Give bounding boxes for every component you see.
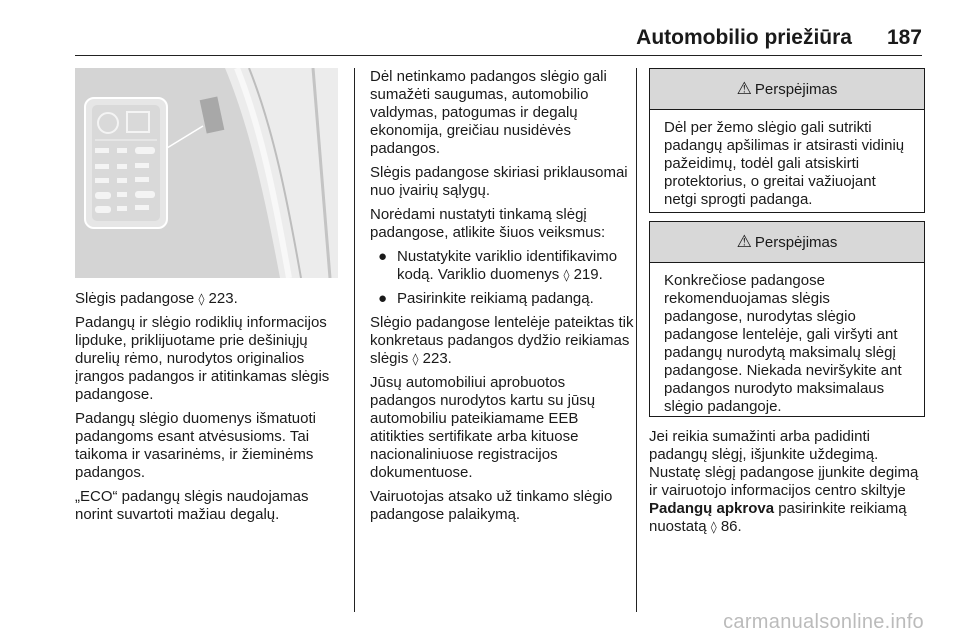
page-ref-link[interactable]: 223. bbox=[208, 290, 238, 307]
column-1 bbox=[75, 290, 345, 530]
paragraph: Jūsų automobiliui aprobuotos padangos nurodytos kartu su jūsų automobiliu pateikiamame EEB atitikties sertifikate arba kituose nacionaliniuose registracijos dokumentuose. bbox=[370, 374, 596, 481]
paragraph: Slėgis padangose ◊ 223. bbox=[75, 290, 238, 307]
warning-body: Dėl per žemo slėgio gali sutrikti padangų apšilimas ir atsirasti vidinių pažeidimų, todėl gali atsiskirti protektorius, o greitai važiuojant netgi sprogti padanga. bbox=[664, 119, 905, 208]
paragraph: Slėgis padangose skiriasi priklausomai nuo įvairių sąlygų. bbox=[370, 164, 628, 199]
page-number: 187 bbox=[886, 26, 922, 49]
page-ref-link[interactable]: 86. bbox=[720, 518, 742, 535]
warning-title: Perspėjimas bbox=[754, 233, 838, 251]
menu-name: Padangų apkrova bbox=[649, 500, 775, 517]
paragraph: Dėl netinkamo padangos slėgio gali sumažėti saugumas, automobilio valdymas, patogumas ir degalų ekonomija, greičiau nusidėvės padangos. bbox=[370, 68, 607, 157]
warning-box bbox=[649, 68, 925, 213]
warning-header bbox=[650, 69, 924, 110]
column-3 bbox=[649, 428, 919, 542]
page-ref-icon: ◊ bbox=[198, 292, 205, 306]
warning-title: Perspėjimas bbox=[754, 80, 838, 98]
paragraph: Padangų ir slėgio rodiklių informacijos lipduke, priklijuotame prie dešiniųjų durelių rėmo, nurodytos originalios įrangos padangos ir atitinkamas slėgis padangose. bbox=[75, 314, 330, 403]
section-title: Automobilio priežiūra bbox=[636, 26, 852, 49]
bullet-icon: ● bbox=[378, 290, 388, 307]
watermark: carmanualsonline.info bbox=[723, 611, 924, 633]
tire-label-illustration bbox=[75, 68, 338, 278]
warning-icon: ⚠ bbox=[736, 232, 752, 252]
bullet-icon: ● bbox=[378, 248, 388, 265]
column-divider bbox=[636, 68, 637, 612]
list-item: ● Pasirinkite reikiamą padangą. bbox=[378, 290, 594, 307]
page-ref-icon: ◊ bbox=[710, 520, 717, 534]
paragraph: Norėdami nustatyti tinkamą slėgį padangose, atlikite šiuos veiksmus: bbox=[370, 206, 606, 241]
warning-icon: ⚠ bbox=[736, 79, 752, 99]
door-frame-drawing bbox=[75, 68, 338, 278]
paragraph: Jei reikia sumažinti arba padidinti padangų slėgį, išjunkite uždegimą. Nustatę slėgį padangose įjunkite degimą ir vairuotojo informacijos centro skiltyje Padangų apkrova pasirinkite reikiamą nuostatą ◊ 86. bbox=[649, 428, 919, 535]
paragraph: „ECO“ padangų slėgis naudojamas norint suvartoti mažiau degalų. bbox=[75, 488, 309, 523]
page-ref-icon: ◊ bbox=[412, 352, 419, 366]
header-rule bbox=[75, 55, 922, 56]
warning-header bbox=[650, 222, 924, 263]
paragraph: Padangų slėgio duomenys išmatuoti padangoms esant atvėsusioms. Tai taikoma ir vasarinėms, ir žieminėms padangos. bbox=[75, 410, 316, 481]
paragraph: Vairuotojas atsako už tinkamo slėgio padangose palaikymą. bbox=[370, 488, 613, 523]
page-header bbox=[0, 26, 960, 56]
paragraph: Slėgio padangose lentelėje pateiktas tik konkretaus padangos dydžio reikiamas slėgis ◊ 223. bbox=[370, 314, 634, 367]
warning-box bbox=[649, 221, 925, 417]
list-item: ● Nustatykite variklio identifikavimo kodą. Variklio duomenys ◊ 219. bbox=[378, 248, 618, 283]
page-ref-link[interactable]: 219. bbox=[573, 266, 603, 283]
page-ref-icon: ◊ bbox=[563, 268, 570, 282]
warning-body: Konkrečiose padangose rekomenduojamas slėgis padangose, nurodytas slėgio padangose lentelėje, gali viršyti ant padangų nurodytą maksimalų slėgį padangose. Niekada neviršykite ant padangos nurodyto maksimalaus slėgio padangoje. bbox=[664, 272, 902, 415]
column-divider bbox=[354, 68, 355, 612]
page-ref-link[interactable]: 223. bbox=[422, 350, 452, 367]
column-2 bbox=[370, 68, 635, 530]
